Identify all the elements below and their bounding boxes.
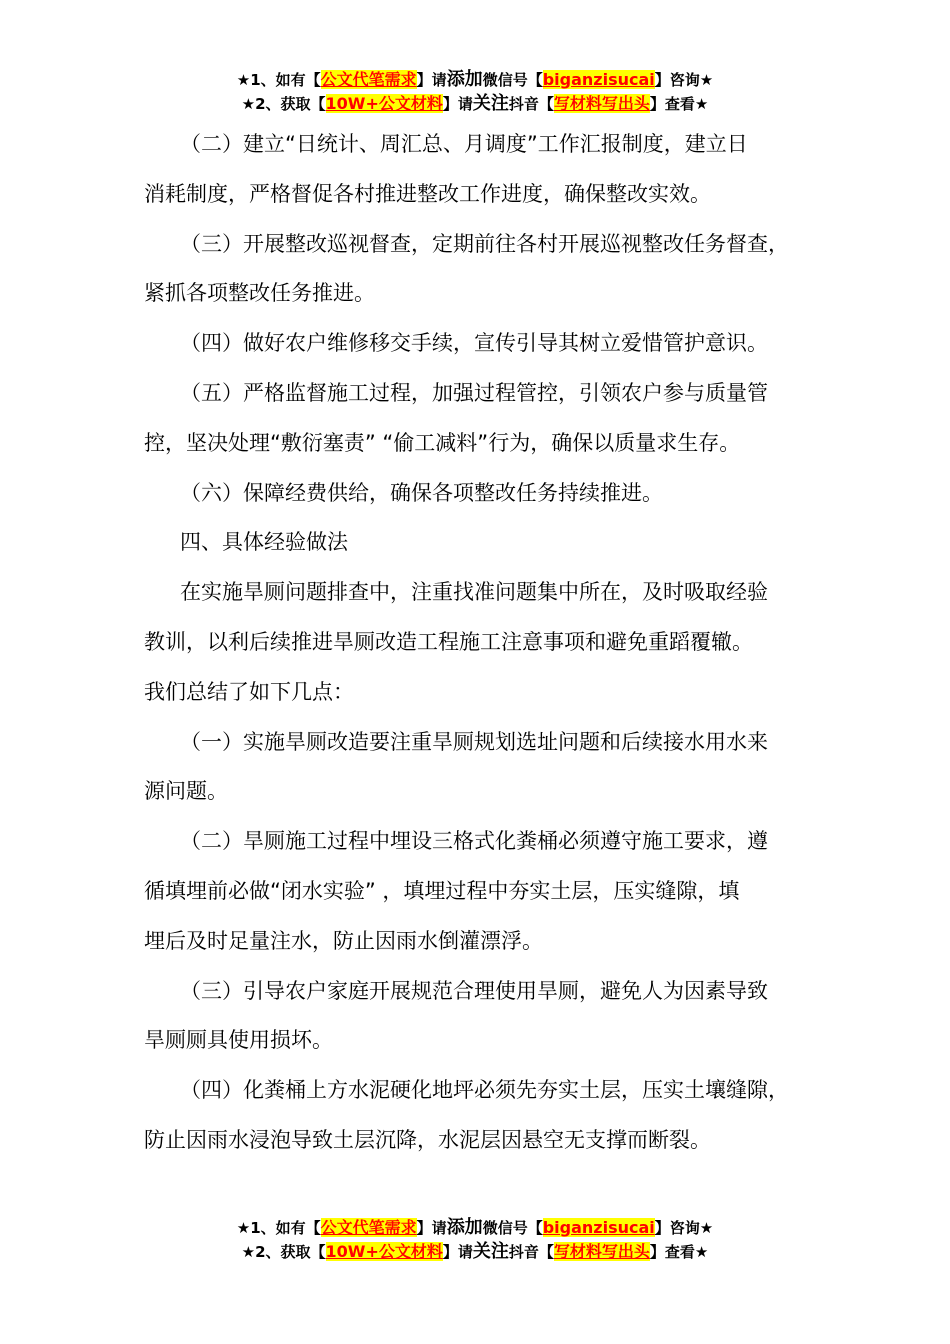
emphasis-text: 添加 (446, 69, 483, 90)
banner-text: 微信号【 (482, 71, 543, 89)
paragraph-line: 紧抓各项整改任务推进。 (144, 281, 375, 306)
paragraph-line: 防止因雨水浸泡导致土层沉降，水泥层因悬空无支撑而断裂。 (144, 1127, 711, 1152)
paragraph-line: 埋后及时足量注水，防止因雨水倒灌漂浮。 (144, 928, 543, 953)
paragraph-line: （六）保障经费供给，确保各项整改任务持续推进。 (180, 480, 663, 505)
emphasis-text: 关注 (472, 1241, 509, 1262)
paragraph-line: 控，坚决处理“敷衍塞责” “偷工减料”行为，确保以质量求生存。 (144, 430, 741, 455)
emphasis-text: 关注 (472, 93, 509, 114)
paragraph-line: 循填埋前必做“闭水实验” ，填埋过程中夯实土层，压实缝隙，填 (144, 878, 740, 903)
banner-line-1 (0, 1216, 950, 1240)
paragraph-line: 教训，以利后续推进旱厕改造工程施工注意事项和避免重蹈覆辙。 (144, 629, 753, 654)
highlight-text: 写材料写出头 (553, 1242, 650, 1261)
paragraph-line: （三）引导农户家庭开展规范合理使用旱厕，避免人为因素导致 (180, 978, 768, 1003)
highlight-text: 10W+公文材料 (325, 1242, 443, 1261)
footer-banner (0, 1216, 950, 1264)
banner-line-2 (0, 1240, 950, 1264)
paragraph-line: （四）化粪桶上方水泥硬化地坪必须先夯实土层，压实土壤缝隙， (180, 1078, 789, 1103)
paragraph-line: （二）建立“日统计、周汇总、月调度”工作汇报制度，建立日 (180, 132, 748, 156)
banner-text: 】咨询★ (654, 71, 714, 89)
banner-text: 】查看★ (649, 95, 709, 113)
paragraph-line: 我们总结了如下几点： (144, 679, 354, 704)
paragraph-line: （三）开展整改巡视督查，定期前往各村开展巡视整改任务督查， (180, 231, 789, 256)
banner-text: ★1、如有【 (236, 1219, 321, 1237)
banner-line-2 (0, 92, 950, 116)
highlight-text: 公文代笔需求 (320, 70, 417, 89)
banner-text: 】请 (442, 95, 473, 113)
paragraph-line: 在实施旱厕问题排查中，注重找准问题集中所在，及时吸取经验 (180, 580, 768, 605)
header-banner (0, 68, 950, 116)
banner-text: 】请 (442, 1243, 473, 1261)
document-body (144, 120, 834, 1166)
banner-text: 抖音【 (508, 95, 554, 113)
paragraph-line: （四）做好农户维修移交手续，宣传引导其树立爱惜管护意识。 (180, 331, 768, 356)
paragraph-line: 源问题。 (144, 779, 228, 804)
emphasis-text: 添加 (446, 1217, 483, 1238)
banner-text: ★1、如有【 (236, 71, 321, 89)
banner-text: 抖音【 (508, 1243, 554, 1261)
banner-line-1 (0, 68, 950, 92)
highlight-text: 公文代笔需求 (320, 1218, 417, 1237)
paragraph-line: （二）旱厕施工过程中埋设三格式化粪桶必须遵守施工要求，遵 (180, 829, 768, 854)
highlight-text: 10W+公文材料 (325, 94, 443, 113)
paragraph-line: （一）实施旱厕改造要注重旱厕规划选址问题和后续接水用水来 (180, 729, 768, 754)
banner-text: 】咨询★ (654, 1219, 714, 1237)
banner-text: ★2、获取【 (241, 1243, 326, 1261)
banner-text: ★2、获取【 (241, 95, 326, 113)
banner-text: 微信号【 (482, 1219, 543, 1237)
highlight-text: biganzisucai (542, 1218, 655, 1237)
highlight-text: 写材料写出头 (553, 94, 650, 113)
banner-text: 】查看★ (649, 1243, 709, 1261)
paragraph-line: （五）严格监督施工过程，加强过程管控，引领农户参与质量管 (180, 380, 768, 405)
banner-text: 】请 (416, 1219, 447, 1237)
highlight-text: biganzisucai (542, 70, 655, 89)
banner-text: 】请 (416, 71, 447, 89)
paragraph-line: 消耗制度，严格督促各村推进整改工作进度，确保整改实效。 (144, 181, 711, 206)
paragraph-line: 旱厕厕具使用损坏。 (144, 1028, 333, 1053)
section-heading: 四、具体经验做法 (180, 530, 348, 555)
